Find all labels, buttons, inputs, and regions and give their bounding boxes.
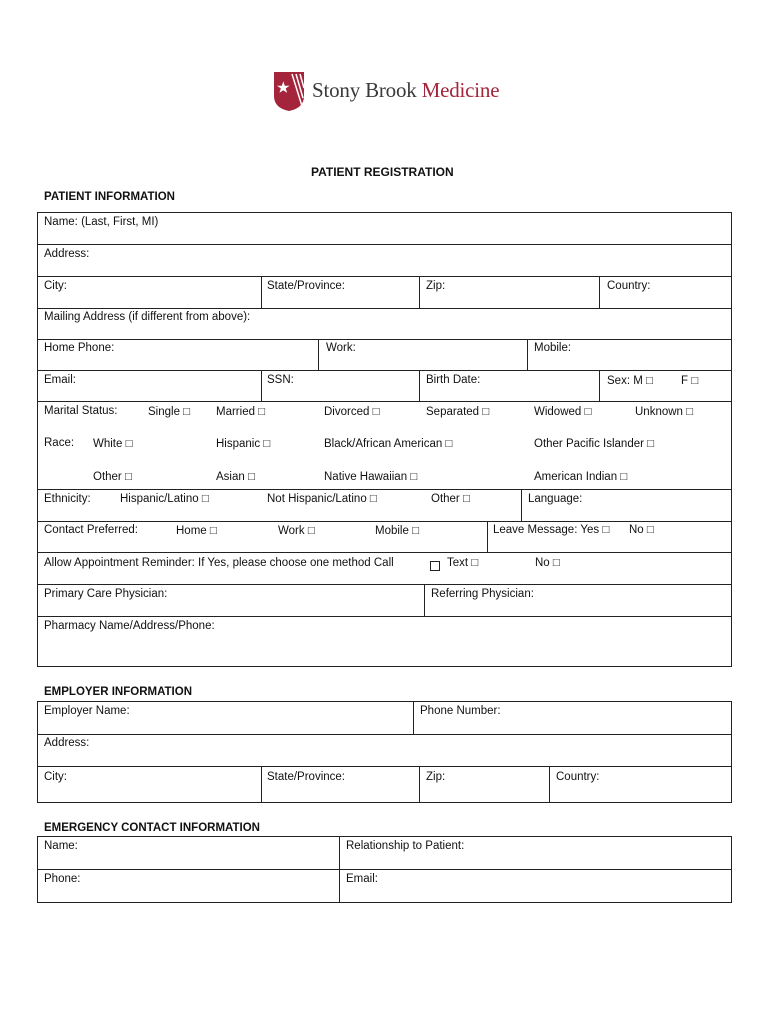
logo-brand-prefix: Stony Brook <box>312 78 422 102</box>
language-field[interactable]: Language: <box>528 493 583 505</box>
race-label: Race: <box>44 437 75 449</box>
marital-widowed-checkbox[interactable]: Widowed □ <box>534 406 592 418</box>
marital-divorced-checkbox[interactable]: Divorced □ <box>324 406 380 418</box>
race-black-checkbox[interactable]: Black/African American □ <box>324 438 453 450</box>
employer-zip-field[interactable]: Zip: <box>426 771 446 783</box>
sex-f-checkbox[interactable]: F □ <box>681 375 699 387</box>
emergency-phone-field[interactable]: Phone: <box>44 873 81 885</box>
birth-date-field[interactable]: Birth Date: <box>426 374 481 386</box>
employer-state-field[interactable]: State/Province: <box>267 771 345 783</box>
marital-separated-checkbox[interactable]: Separated □ <box>426 406 490 418</box>
work-phone-field[interactable]: Work: <box>326 342 356 354</box>
home-phone-field[interactable]: Home Phone: <box>44 342 115 354</box>
logo <box>272 70 502 114</box>
emergency-name-field[interactable]: Name: <box>44 840 78 852</box>
marital-unknown-checkbox[interactable]: Unknown □ <box>635 406 694 418</box>
reminder-call-checkbox[interactable] <box>430 561 440 571</box>
ethnicity-hispanic-checkbox[interactable]: Hispanic/Latino □ <box>120 493 209 505</box>
marital-married-checkbox[interactable]: Married □ <box>216 406 266 418</box>
leave-message-yes-checkbox[interactable]: Leave Message: Yes □ <box>493 524 610 536</box>
leave-message-no-checkbox[interactable]: No □ <box>629 524 654 536</box>
race-pacific-islander-checkbox[interactable]: Other Pacific Islander □ <box>534 438 655 450</box>
employer-name-field[interactable]: Employer Name: <box>44 705 130 717</box>
emergency-info-heading: EMERGENCY CONTACT INFORMATION <box>44 822 260 834</box>
race-hispanic-checkbox[interactable]: Hispanic □ <box>216 438 271 450</box>
contact-preferred-label: Contact Preferred: <box>44 524 138 536</box>
contact-mobile-checkbox[interactable]: Mobile □ <box>375 525 420 537</box>
ethnicity-not-hispanic-checkbox[interactable]: Not Hispanic/Latino □ <box>267 493 377 505</box>
pharmacy-field[interactable]: Pharmacy Name/Address/Phone: <box>44 620 215 632</box>
form-title: PATIENT REGISTRATION <box>311 165 454 179</box>
mailing-address-field[interactable]: Mailing Address (if different from above): <box>44 311 251 323</box>
employer-phone-field[interactable]: Phone Number: <box>420 705 501 717</box>
emergency-relationship-field[interactable]: Relationship to Patient: <box>346 840 465 852</box>
reminder-text-checkbox[interactable]: Text □ <box>447 557 479 569</box>
race-white-checkbox[interactable]: White □ <box>93 438 133 450</box>
address-field[interactable]: Address: <box>44 248 90 260</box>
zip-field[interactable]: Zip: <box>426 280 446 292</box>
primary-care-physician-field[interactable]: Primary Care Physician: <box>44 588 168 600</box>
marital-status-label: Marital Status: <box>44 405 118 417</box>
logo-brand-accent: Medicine <box>421 78 500 102</box>
employer-country-field[interactable]: Country: <box>556 771 600 783</box>
appointment-reminder-label: Allow Appointment Reminder: If Yes, please choose one method Call <box>44 557 394 569</box>
employer-info-heading: EMPLOYER INFORMATION <box>44 686 193 698</box>
state-field[interactable]: State/Province: <box>267 280 345 292</box>
ssn-field[interactable]: SSN: <box>267 374 294 386</box>
marital-single-checkbox[interactable]: Single □ <box>148 406 191 418</box>
race-native-hawaiian-checkbox[interactable]: Native Hawaiian □ <box>324 471 418 483</box>
sex-m-checkbox[interactable]: Sex: M □ <box>607 375 653 387</box>
email-field[interactable]: Email: <box>44 374 76 386</box>
name-field[interactable]: Name: (Last, First, MI) <box>44 216 159 228</box>
ethnicity-label: Ethnicity: <box>44 493 91 505</box>
contact-home-checkbox[interactable]: Home □ <box>176 525 217 537</box>
stony-brook-shield-icon <box>272 70 306 112</box>
emergency-email-field[interactable]: Email: <box>346 873 378 885</box>
city-field[interactable]: City: <box>44 280 67 292</box>
employer-address-field[interactable]: Address: <box>44 737 90 749</box>
reminder-no-checkbox[interactable]: No □ <box>535 557 560 569</box>
ethnicity-other-checkbox[interactable]: Other □ <box>431 493 470 505</box>
race-asian-checkbox[interactable]: Asian □ <box>216 471 255 483</box>
race-american-indian-checkbox[interactable]: American Indian □ <box>534 471 628 483</box>
referring-physician-field[interactable]: Referring Physician: <box>431 588 534 600</box>
patient-info-heading: PATIENT INFORMATION <box>44 191 175 203</box>
country-field[interactable]: Country: <box>607 280 651 292</box>
mobile-phone-field[interactable]: Mobile: <box>534 342 572 354</box>
employer-city-field[interactable]: City: <box>44 771 67 783</box>
contact-work-checkbox[interactable]: Work □ <box>278 525 315 537</box>
race-other-checkbox[interactable]: Other □ <box>93 471 132 483</box>
